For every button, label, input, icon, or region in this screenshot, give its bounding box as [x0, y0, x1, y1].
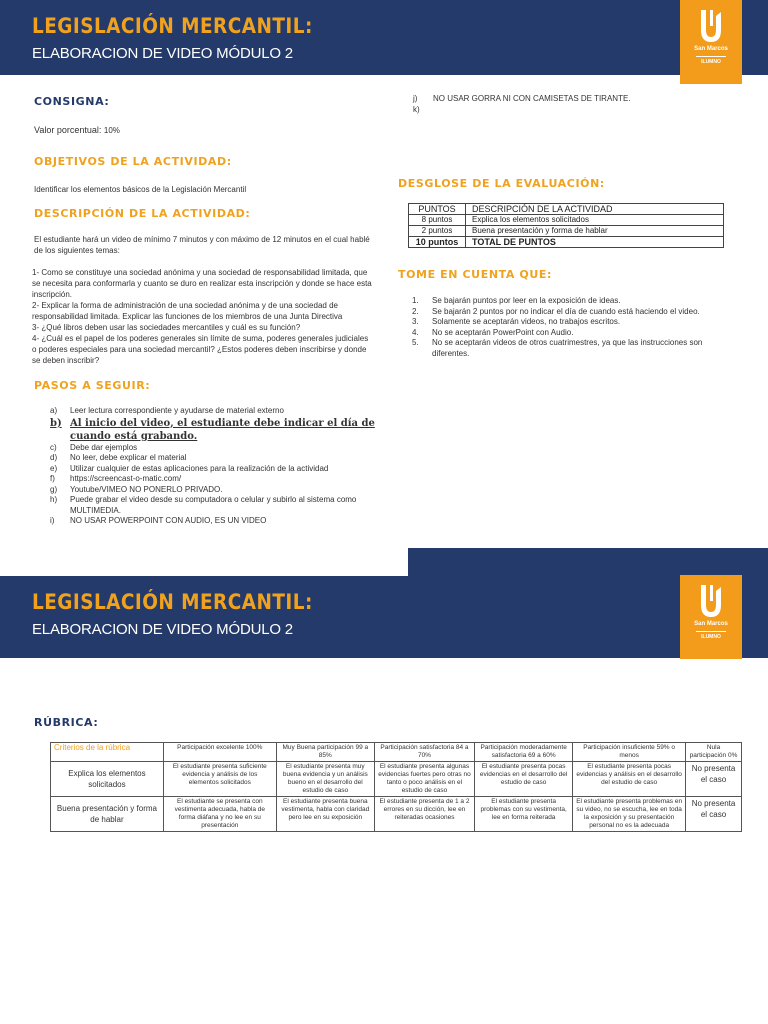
descripcion-item: 2- Explicar la forma de administración de una sociedad anónima y de una sociedad de responsabilidad limitada. Explicar las funciones de los miembros de una Junta Directiva [32, 301, 343, 321]
header-banner [0, 0, 768, 75]
objetivos-heading: OBJETIVOS DE LA ACTIVIDAD: [34, 155, 232, 168]
list-item: 2. Se bajarán 2 puntos por no indicar el día de cuando está haciendo el video. [412, 306, 700, 316]
desglose-table [408, 203, 724, 248]
pasos-heading: PASOS A SEGUIR: [34, 379, 151, 392]
valor-label: Valor porcentual: [34, 125, 102, 135]
desglose-heading: DESGLOSE DE LA EVALUACIÓN: [398, 177, 605, 190]
table-row: 10 puntos TOTAL DE PUNTOS [409, 237, 724, 248]
valor-porcentual [34, 125, 120, 136]
university-logo [680, 575, 742, 659]
rubrica-heading: RÚBRICA: [34, 716, 99, 729]
list-item: b) Al inicio del video, el estudiante debe indicar el día de cuando está grabando. [50, 417, 375, 442]
logo-name: San Marcos [694, 46, 728, 52]
table-row: Buena presentación y forma de hablar El estudiante se presenta con vestimenta adecuada, habla de forma diáfana y no lee en su presentación El estudiante presenta buena vestimenta, habla con claridad pero lee en su exposición El estudiante presenta de 1 a 2 errores en su dicción, lee en reiteradas ocasiones El estudiante presenta problemas con su vestimenta, lee en forma reiterada El estudiante presenta problemas en su video, no se escucha, lee en toda la exposición y su presentación personal no es la adecuada No presenta el caso [51, 797, 742, 832]
consigna-heading: CONSIGNA: [34, 95, 110, 108]
tome-list [412, 296, 732, 359]
descripcion-heading: DESCRIPCIÓN DE LA ACTIVIDAD: [34, 207, 251, 220]
page-title: LEGISLACIÓN MERCANTIL: [32, 590, 313, 614]
list-item: j) NO USAR GORRA NI CON CAMISETAS DE TIRANTE. [413, 94, 631, 103]
list-item: h) Puede grabar el video desde su computadora o celular y subirlo al sistema como MULTIMEDIA. [50, 495, 357, 515]
list-item: 5. No se aceptarán videos de otros cuatrimestres, ya que las instrucciones son diferentes. [412, 338, 703, 358]
list-item: d) No leer, debe explicar el material [50, 453, 187, 462]
list-item: i) NO USAR POWERPOINT CON AUDIO, ES UN VIDEO [50, 516, 267, 525]
logo-divider [696, 56, 726, 57]
list-item: a) Leer lectura correspondiente y ayudarse de material externo [50, 406, 284, 415]
list-item: 3. Solamente se aceptarán videos, no trabajos escritos. [412, 317, 621, 326]
tome-heading: TOME EN CUENTA QUE: [398, 268, 553, 281]
screencast-link[interactable]: https://screencast-o-matic.com/ [70, 474, 182, 483]
logo-tag: ILUMNO [701, 59, 721, 65]
list-item: k) [413, 104, 420, 114]
pasos-list-continued [413, 94, 743, 115]
table-row: PUNTOS DESCRIPCIÓN DE LA ACTIVIDAD [409, 204, 724, 215]
pasos-list [50, 406, 380, 527]
page-break [0, 548, 408, 576]
logo-u-icon [698, 583, 724, 619]
header-banner-text [0, 576, 768, 658]
page-title: LEGISLACIÓN MERCANTIL: [32, 14, 313, 38]
descripcion-item: 4- ¿Cuál es el papel de los poderes generales sin límite de suma, poderes generales judiciales o poderes especiales para una sociedad mercantil? ¿Estos poderes deben inscribirse y donde se deben inscribir? [32, 334, 369, 365]
descripcion-item: 3- ¿Qué libros deben usar las sociedades mercantiles y cuál es su función? [32, 323, 301, 332]
list-item: 1. Se bajarán puntos por leer en la exposición de ideas. [412, 296, 621, 305]
table-row: 8 puntos Explica los elementos solicitados [409, 215, 724, 226]
list-item: f) https://screencast-o-matic.com/ [50, 474, 182, 483]
logo-tag: ILUMNO [701, 634, 721, 640]
table-row: Criterios de la rúbrica Participación excelente 100% Muy Buena participación 99 a 85% Participación satisfactoria 84 a 70% Participación moderadamente satisfactoria 69 a 60% Participación insuficiente 59% o menos Nula participación 0% [51, 743, 742, 762]
list-item: 4. No se aceptarán PowerPoint con Audio. [412, 327, 574, 337]
logo-name: San Marcos [694, 621, 728, 627]
valor-value: 10% [103, 126, 120, 135]
table-row: Explica los elementos solicitados El estudiante presenta suficiente evidencia y análisis de los elementos solicitados El estudiante presenta muy buena evidencia y un análisis bueno en el desarrollo del estudio de caso El estudiante presenta algunas evidencias fuertes pero otras no tanto o poco análisis en el estudio de caso El estudiante presenta pocas evidencias en el desarrollo del estudio de caso El estudiante presenta pocas evidencias y análisis en el desarrollo del estudio de caso No presenta el caso [51, 762, 742, 797]
page-subtitle: ELABORACION DE VIDEO MÓDULO 2 [32, 45, 293, 62]
logo-divider [696, 631, 726, 632]
list-item: e) Utilizar cualquier de estas aplicaciones para la realización de la actividad [50, 463, 329, 473]
descripcion-items [32, 267, 374, 366]
objetivos-text: Identificar los elementos básicos de la Legislación Mercantil [34, 185, 247, 194]
university-logo [680, 0, 742, 84]
table-row: 2 puntos Buena presentación y forma de hablar [409, 226, 724, 237]
list-item: g) Youtube/VIMEO NO PONERLO PRIVADO. [50, 484, 223, 494]
logo-u-icon [698, 8, 724, 44]
rubrica-table [50, 742, 742, 832]
descripcion-item: 1- Como se constituye una sociedad anónima y una sociedad de responsabilidad limitada, que se necesita para conformarla y cuanto se duro en realizar esta inscripción y donde se hace esta inscripción. [32, 268, 372, 299]
page-subtitle: ELABORACION DE VIDEO MÓDULO 2 [32, 621, 293, 638]
descripcion-intro: El estudiante hará un video de mínimo 7 minutos y con máximo de 12 minutos en el cual hablé de los siguientes temas: [34, 235, 370, 255]
list-item: c) Debe dar ejemplos [50, 442, 138, 452]
